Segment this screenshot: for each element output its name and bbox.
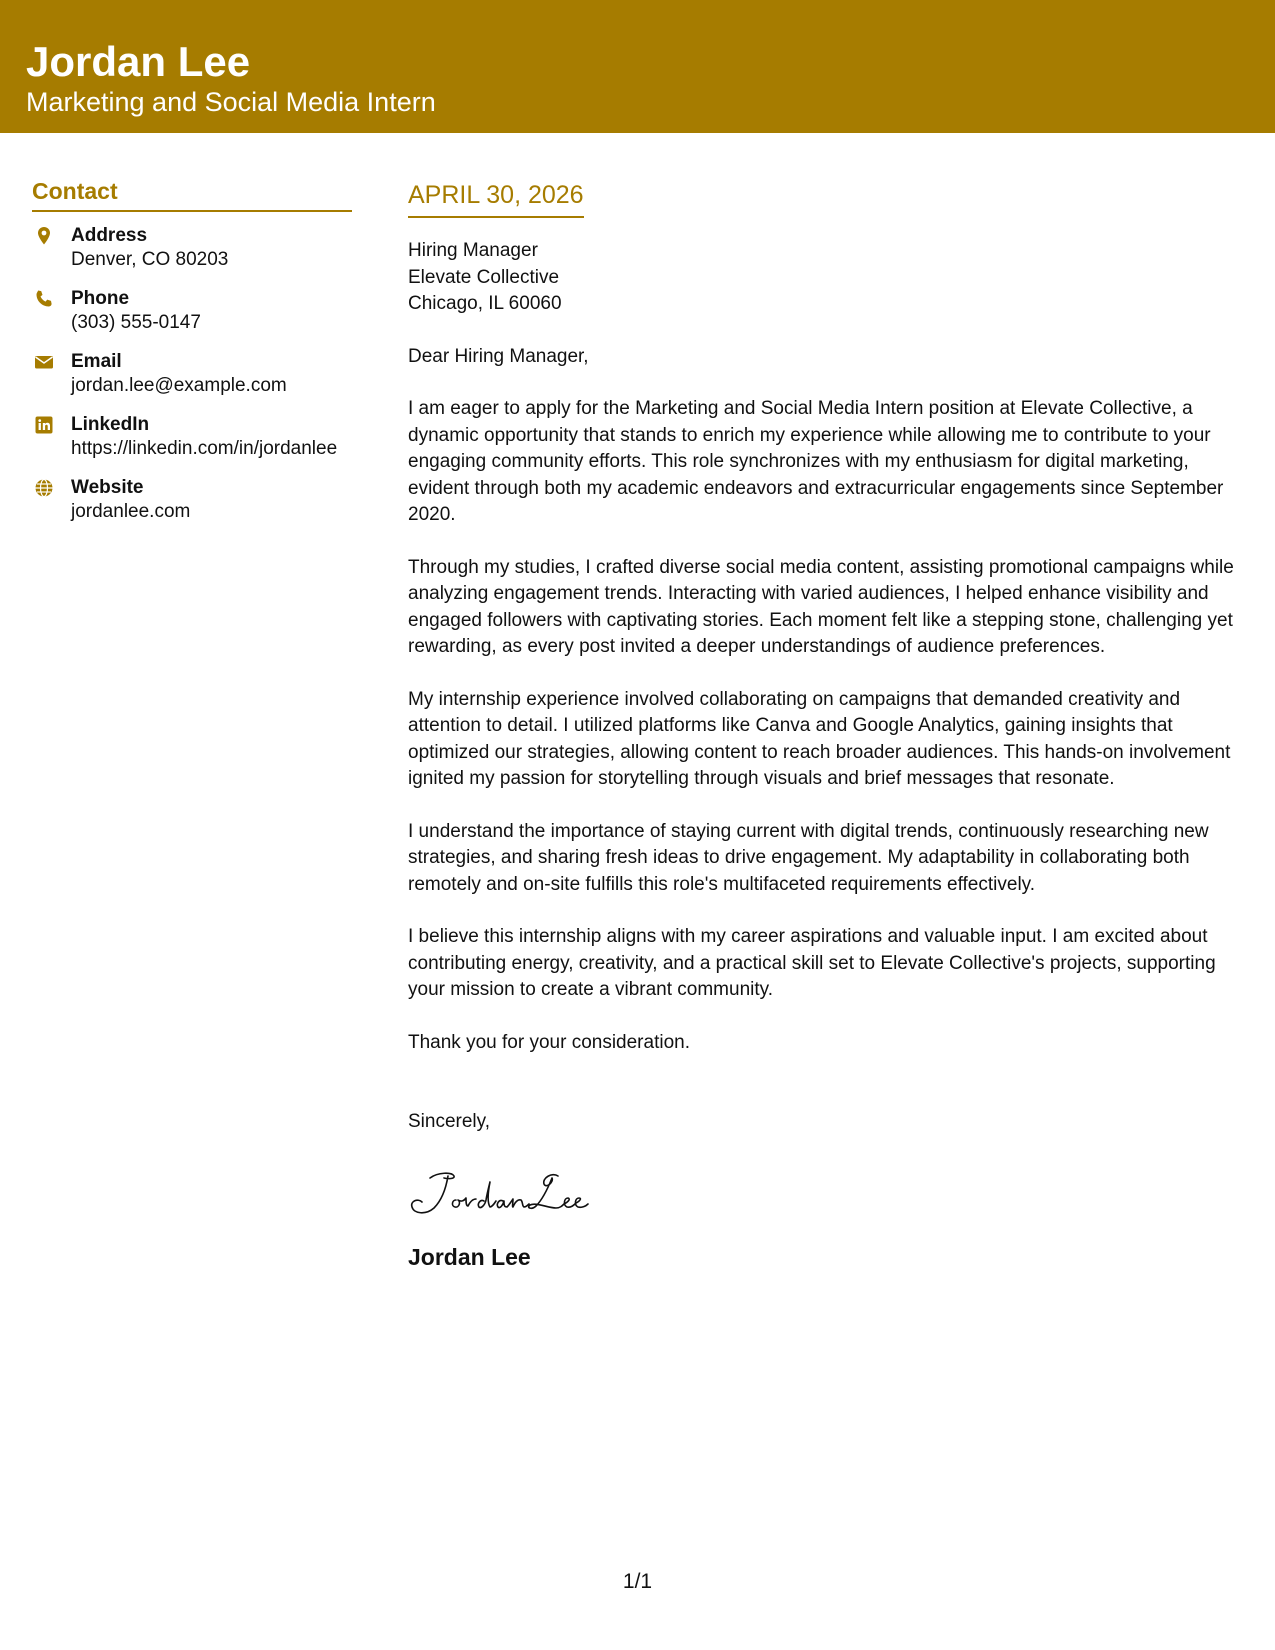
contact-item-address [32,224,352,287]
letter-paragraph: I understand the importance of staying current with digital trends, continuously researching new strategies, and sharing fresh ideas to drive engagement. My adaptability in collaborating both remotely and on-site fulfills this role's multifaceted requirements effectively. [408,820,1209,895]
candidate-name: Jordan Lee [26,38,251,85]
linkedin-icon [34,415,54,435]
closing: Sincerely, [408,1111,491,1132]
header-banner [0,0,1275,133]
contact-label: Email [71,351,122,372]
phone-icon [34,289,54,309]
contact-label: Website [71,477,144,498]
page-number: 1/1 [622,1570,653,1593]
website-link[interactable]: jordanlee.com [71,501,191,522]
contact-item-linkedin[interactable] [32,413,352,476]
letter-paragraph: I believe this internship aligns with my career aspirations and valuable input. I am excited about contributing energy, creativity, and a practical skill set to Elevate Collective's projects, supporting your mission to create a vibrant community. [408,926,1216,1000]
contact-item-phone [32,287,352,350]
letter-body [408,178,1253,1272]
salutation: Dear Hiring Manager, [408,345,589,367]
contact-label: LinkedIn [71,414,150,435]
handwritten-signature [408,1164,1253,1224]
recipient-line: Chicago, IL 60060 [408,293,562,314]
contact-heading: Contact [32,176,352,212]
contact-item-website[interactable] [32,476,352,539]
location-pin-icon [34,226,54,246]
letter-paragraph: Thank you for your consideration. [408,1031,690,1053]
email-link[interactable]: jordan.lee@example.com [71,375,287,396]
contact-label: Phone [71,288,130,309]
envelope-icon [34,352,54,372]
globe-icon [34,478,54,498]
contact-list [32,224,352,539]
candidate-title: Marketing and Social Media Intern [26,87,436,117]
letter-date: APRIL 30, 2026 [408,178,584,218]
recipient-block [408,238,1253,318]
linkedin-link[interactable]: https://linkedin.com/in/jordanlee [71,438,338,459]
recipient-line: Elevate Collective [408,266,560,288]
signed-name: Jordan Lee [408,1243,531,1270]
contact-value: (303) 555-0147 [71,312,201,333]
letter-paragraph: My internship experience involved collaborating on campaigns that demanded creativity and attention to detail. I utilized platforms like Canva and Google Analytics, gaining insights that optimized our strategies, allowing content to reach broader audiences. This hands-on involvement ignited my passion for storytelling through visuals and brief messages that resonate. [408,688,1231,789]
recipient-line: Hiring Manager [408,240,538,261]
contact-item-email[interactable] [32,350,352,413]
contact-sidebar [32,176,352,539]
contact-label: Address [71,225,148,246]
letter-paragraph: I am eager to apply for the Marketing and Social Media Intern position at Elevate Collective, a dynamic opportunity that stands to enrich my experience while allowing me to contribute to your engaging community efforts. This role synchronizes with my enthusiasm for digital marketing, evident through both my academic endeavors and extracurricular engagements since September 2020. [408,398,1224,525]
contact-value: Denver, CO 80203 [71,249,229,270]
letter-paragraph: Through my studies, I crafted diverse social media content, assisting promotional campaigns while analyzing engagement trends. Interacting with varied audiences, I helped enhance visibility and engaged followers with captivating stories. Each moment felt like a stepping stone, challenging yet rewarding, as every post invited a deeper understandings of audience preferences. [408,556,1234,657]
